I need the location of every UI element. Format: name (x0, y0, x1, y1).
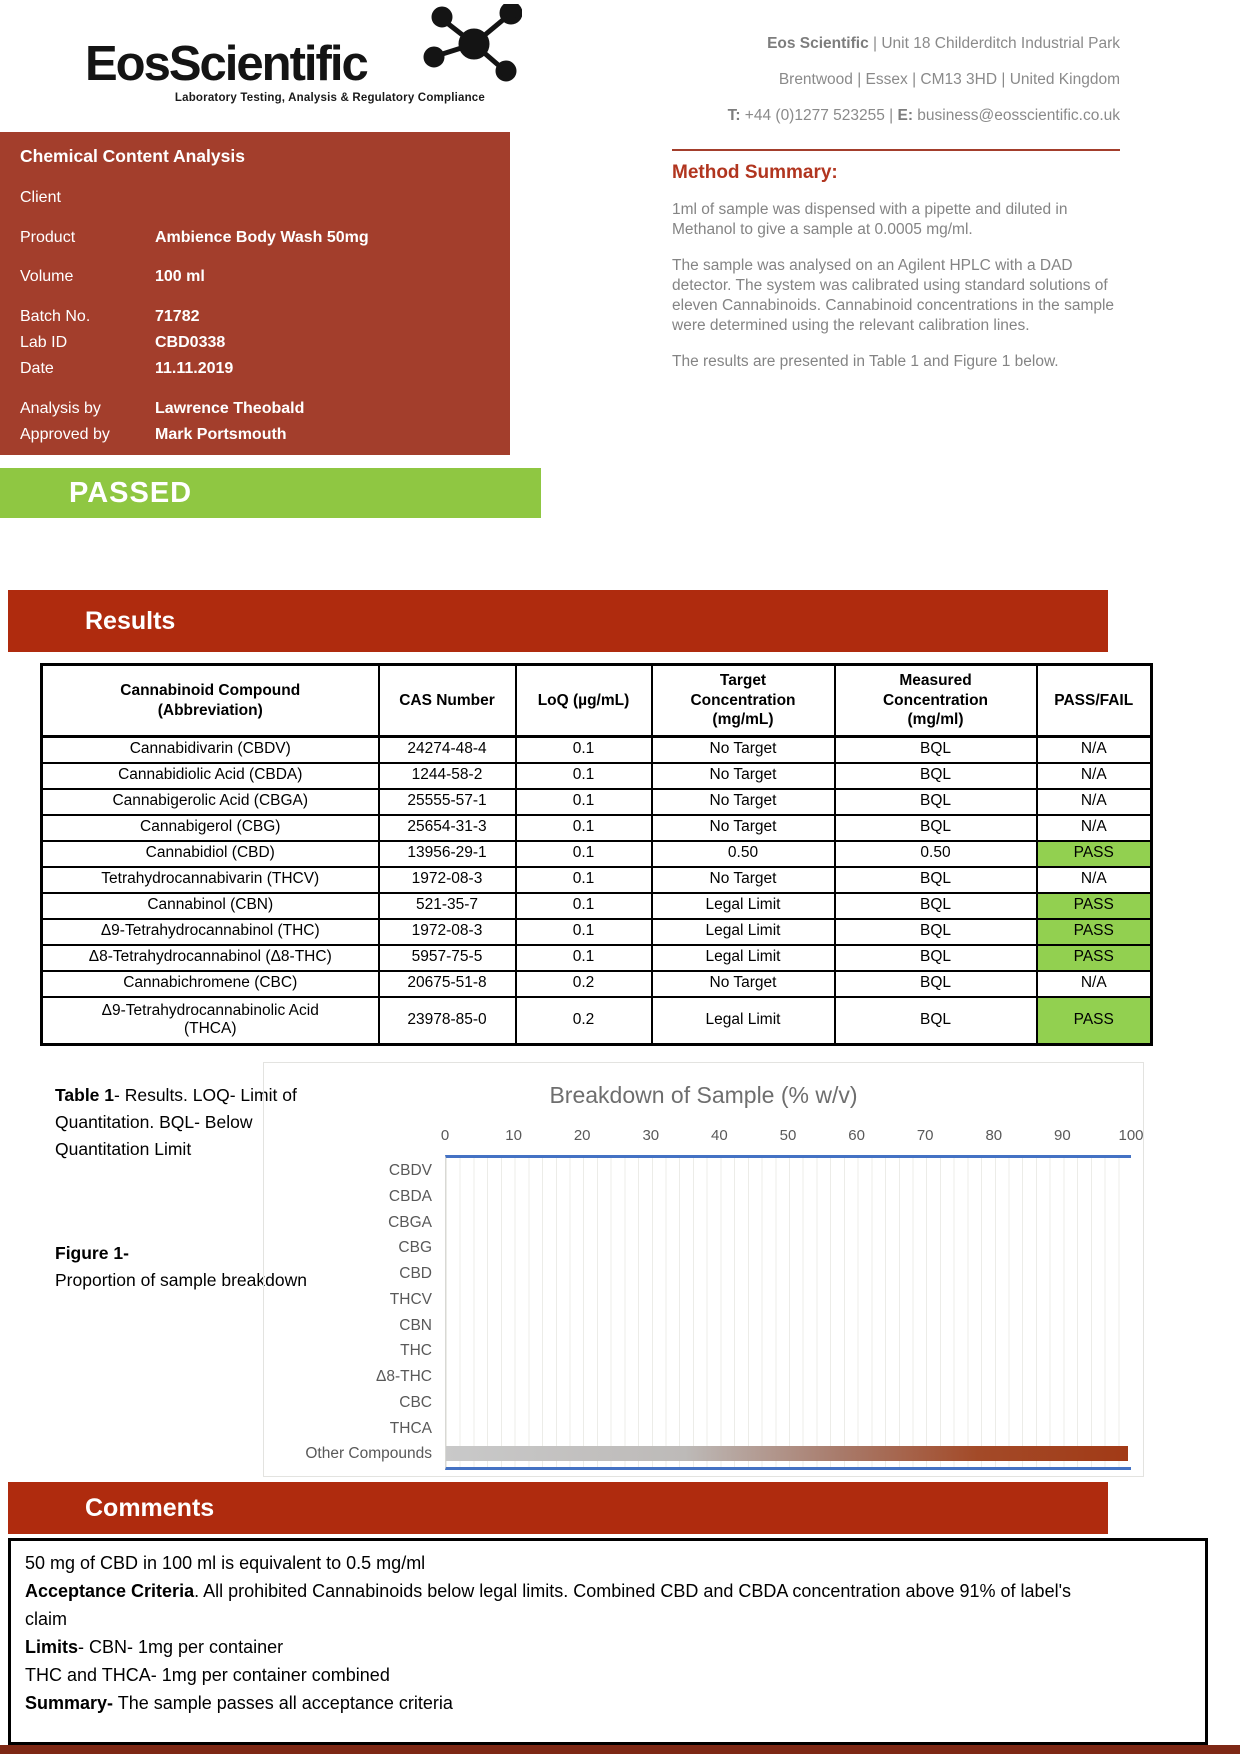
cell-pass-fail: PASS (1037, 997, 1152, 1045)
logo-tagline: Laboratory Testing, Analysis & Regulatory Compliance (174, 91, 485, 104)
cell-pass-fail: N/A (1037, 763, 1152, 789)
cell-target-concentration: No Target (652, 789, 835, 815)
cell-target-concentration: No Target (652, 815, 835, 841)
panel-title: Chemical Content Analysis (20, 146, 245, 166)
product-label: Product (20, 229, 76, 246)
cell-loq: 0.1 (516, 919, 652, 945)
x-tick-label: 90 (1054, 1127, 1071, 1144)
cell-target-concentration: Legal Limit (652, 945, 835, 971)
cell-loq: 0.1 (516, 893, 652, 919)
comment-line: 50 mg of CBD in 100 ml is equivalent to 0.5 mg/ml (25, 1553, 426, 1573)
cell-loq: 0.1 (516, 789, 652, 815)
cell-pass-fail: N/A (1037, 789, 1152, 815)
x-tick-label: 100 (1118, 1127, 1144, 1144)
info-row-analyst (20, 399, 490, 419)
batch-value: 71782 (155, 308, 200, 325)
cell-measured-concentration: BQL (835, 867, 1037, 893)
col-header-loq: LoQ (µg/mL) (516, 665, 652, 737)
col-header-compound: Cannabinoid Compound (Abbreviation) (42, 665, 379, 737)
table-row (42, 919, 1152, 945)
x-tick-label: 60 (848, 1127, 865, 1144)
info-row-approver (20, 425, 490, 445)
cell-compound: Tetrahydrocannabivarin (THCV) (42, 867, 379, 893)
table-row (42, 893, 1152, 919)
cell-compound: Cannabigerolic Acid (CBGA) (42, 789, 379, 815)
table-caption-label: Table 1 (55, 1085, 115, 1105)
volume-value: 100 ml (155, 268, 205, 285)
molecule-icon (422, 4, 522, 82)
table-caption-text: - Results. LOQ- Limit of Quantitation. BQL- Below Quantitation Limit (55, 1085, 297, 1159)
cell-target-concentration: No Target (652, 737, 835, 763)
cell-loq: 0.1 (516, 945, 652, 971)
comments-heading: Comments (85, 1494, 215, 1522)
category-label: CBDA (388, 1187, 432, 1205)
results-heading: Results (85, 607, 176, 635)
table-row (42, 763, 1152, 789)
contact-block (728, 26, 1120, 134)
cell-cas-number: 13956-29-1 (379, 841, 516, 867)
method-paragraph: The results are presented in Table 1 and Figure 1 below. (672, 353, 1059, 370)
cell-pass-fail: N/A (1037, 971, 1152, 997)
cell-cas-number: 5957-75-5 (379, 945, 516, 971)
table-row (42, 737, 1152, 763)
volume-label: Volume (20, 268, 74, 285)
table-header-row (42, 665, 1152, 737)
cell-compound: Δ8-Tetrahydrocannabinol (Δ8-THC) (42, 945, 379, 971)
company-logo (85, 6, 485, 104)
email-address: business@eosscientific.co.uk (913, 107, 1120, 124)
other-compounds-bar (446, 1446, 1128, 1461)
table-row (42, 971, 1152, 997)
cell-measured-concentration: BQL (835, 919, 1037, 945)
info-row-labid (20, 333, 490, 353)
category-label: THC (400, 1342, 432, 1360)
comment-line: Limits- CBN- 1mg per container (25, 1637, 284, 1657)
cell-compound: Cannabichromene (CBC) (42, 971, 379, 997)
x-tick-label: 50 (779, 1127, 797, 1144)
cell-measured-concentration: BQL (835, 737, 1037, 763)
contact-phone-email (728, 98, 1120, 134)
batch-label: Batch No. (20, 308, 91, 325)
x-tick-label: 40 (711, 1127, 728, 1144)
cell-loq: 0.1 (516, 867, 652, 893)
cell-target-concentration: Legal Limit (652, 919, 835, 945)
cell-measured-concentration: BQL (835, 815, 1037, 841)
cell-cas-number: 24274-48-4 (379, 737, 516, 763)
cell-measured-concentration: 0.50 (835, 841, 1037, 867)
address-part: | Unit 18 Childerditch Industrial Park (868, 35, 1120, 52)
footer-bar (0, 1745, 1240, 1754)
x-tick-label: 10 (505, 1127, 522, 1144)
category-label: CBDV (388, 1162, 432, 1179)
cell-target-concentration: Legal Limit (652, 997, 835, 1045)
category-label: CBC (399, 1393, 432, 1411)
chart-title: Breakdown of Sample (% w/v) (549, 1082, 858, 1108)
cell-pass-fail: PASS (1037, 841, 1152, 867)
info-row-product (20, 228, 490, 248)
contact-address-line-1 (728, 26, 1120, 62)
email-label: E: (897, 107, 913, 124)
table-row (42, 815, 1152, 841)
col-header-passfail: PASS/FAIL (1037, 665, 1152, 737)
cell-cas-number: 1972-08-3 (379, 919, 516, 945)
x-tick-label: 80 (985, 1127, 1003, 1144)
cell-pass-fail: PASS (1037, 945, 1152, 971)
info-row-batch (20, 307, 490, 327)
cell-compound: Cannabidivarin (CBDV) (42, 737, 379, 763)
col-header-measured: Measured Concentration (mg/ml) (835, 665, 1037, 737)
approver-label: Approved by (20, 426, 110, 443)
cell-measured-concentration: BQL (835, 763, 1037, 789)
cell-measured-concentration: BQL (835, 789, 1037, 815)
labid-label: Lab ID (20, 334, 68, 351)
status-banner: PASSED (0, 468, 541, 518)
category-label: CBN (399, 1316, 432, 1334)
method-paragraph: The sample was analysed on an Agilent HPLC with a DAD detector. The system was calibrated using standard solutions of eleven Cannabinoids. Cannabinoid concentrations in the sample were determined using the relevant calibration lines. (672, 257, 1115, 334)
phone-number: +44 (0)1277 523255 | (740, 107, 898, 124)
labid-value: CBD0338 (155, 334, 226, 351)
method-summary (672, 162, 1122, 388)
cell-cas-number: 25555-57-1 (379, 789, 516, 815)
client-label: Client (20, 189, 61, 206)
cell-target-concentration: No Target (652, 971, 835, 997)
analyst-value: Lawrence Theobald (155, 400, 305, 417)
figure-caption-label: Figure 1- (55, 1243, 129, 1263)
cell-compound: Cannabigerol (CBG) (42, 815, 379, 841)
approver-value: Mark Portsmouth (155, 426, 287, 443)
category-label: CBGA (388, 1213, 432, 1231)
cell-loq: 0.1 (516, 737, 652, 763)
table-row (42, 841, 1152, 867)
figure-caption-text: Proportion of sample breakdown (55, 1270, 307, 1290)
method-summary-title: Method Summary: (672, 162, 838, 183)
table-row (42, 789, 1152, 815)
table-row (42, 997, 1152, 1045)
table-row (42, 867, 1152, 893)
cell-pass-fail: N/A (1037, 737, 1152, 763)
cell-compound: Cannabinol (CBN) (42, 893, 379, 919)
cell-measured-concentration: BQL (835, 893, 1037, 919)
logo-wordmark: EosScientific (85, 37, 367, 91)
analysis-info-panel (0, 132, 510, 455)
cell-compound: Δ9-Tetrahydrocannabinolic Acid (THCA) (42, 997, 379, 1045)
x-tick-label: 0 (440, 1127, 450, 1144)
method-paragraph: 1ml of sample was dispensed with a pipette and diluted in Methanol to give a sample at 0.0005 mg/ml. (672, 201, 1068, 238)
category-label: THCV (389, 1290, 432, 1308)
category-label: CBG (398, 1239, 432, 1257)
cell-loq: 0.1 (516, 763, 652, 789)
table-row (42, 945, 1152, 971)
x-tick-label: 20 (573, 1127, 591, 1144)
comment-line: Acceptance Criteria. All prohibited Cannabinoids below legal limits. Combined CBD and CBDA concentration above 91% of label's claim (25, 1581, 1072, 1629)
cell-compound: Cannabidiol (CBD) (42, 841, 379, 867)
contact-address-line-2: Brentwood | Essex | CM13 3HD | United Kingdom (778, 71, 1120, 88)
comments-box (8, 1538, 1208, 1745)
cell-cas-number: 521-35-7 (379, 893, 516, 919)
cell-cas-number: 1244-58-2 (379, 763, 516, 789)
info-row-date (20, 359, 490, 379)
cell-cas-number: 25654-31-3 (379, 815, 516, 841)
method-divider (672, 149, 1120, 151)
cell-loq: 0.2 (516, 997, 652, 1045)
analyst-label: Analysis by (20, 400, 101, 417)
cell-target-concentration: No Target (652, 763, 835, 789)
cell-pass-fail: PASS (1037, 893, 1152, 919)
comment-line: Summary- The sample passes all acceptance criteria (25, 1693, 453, 1713)
cell-cas-number: 23978-85-0 (379, 997, 516, 1045)
chart-category-axis (258, 1158, 432, 1467)
cell-target-concentration: Legal Limit (652, 893, 835, 919)
cell-pass-fail: N/A (1037, 867, 1152, 893)
cell-measured-concentration: BQL (835, 997, 1037, 1045)
comments-section-header (8, 1482, 1108, 1534)
chart-x-axis (440, 1127, 1144, 1149)
info-row-client (20, 188, 490, 208)
cell-compound: Cannabidiolic Acid (CBDA) (42, 763, 379, 789)
cell-pass-fail: N/A (1037, 815, 1152, 841)
cell-cas-number: 1972-08-3 (379, 867, 516, 893)
results-section-header (8, 590, 1108, 652)
category-label: Δ8-THC (376, 1368, 432, 1385)
cell-loq: 0.1 (516, 841, 652, 867)
date-value: 11.11.2019 (155, 360, 234, 377)
phone-label: T: (727, 107, 741, 124)
info-row-volume (20, 267, 490, 287)
cell-compound: Δ9-Tetrahydrocannabinol (THC) (42, 919, 379, 945)
cell-measured-concentration: BQL (835, 971, 1037, 997)
cell-loq: 0.1 (516, 815, 652, 841)
comment-line: THC and THCA- 1mg per container combined (25, 1665, 390, 1685)
category-label: CBD (399, 1265, 432, 1282)
cell-target-concentration: 0.50 (652, 841, 835, 867)
cell-target-concentration: No Target (652, 867, 835, 893)
cell-loq: 0.2 (516, 971, 652, 997)
col-header-cas: CAS Number (379, 665, 516, 737)
date-label: Date (20, 360, 54, 377)
x-tick-label: 70 (916, 1127, 934, 1144)
category-label: Other Compounds (305, 1445, 432, 1463)
product-value: Ambience Body Wash 50mg (155, 229, 369, 246)
chart-plot-area (445, 1155, 1131, 1470)
cell-cas-number: 20675-51-8 (379, 971, 516, 997)
category-label: THCA (389, 1419, 432, 1437)
cell-pass-fail: PASS (1037, 919, 1152, 945)
company-name: Eos Scientific (767, 35, 869, 52)
cell-measured-concentration: BQL (835, 945, 1037, 971)
x-tick-label: 30 (642, 1127, 660, 1144)
col-header-target: Target Concentration (mg/mL) (652, 665, 835, 737)
results-table (40, 663, 1153, 1046)
